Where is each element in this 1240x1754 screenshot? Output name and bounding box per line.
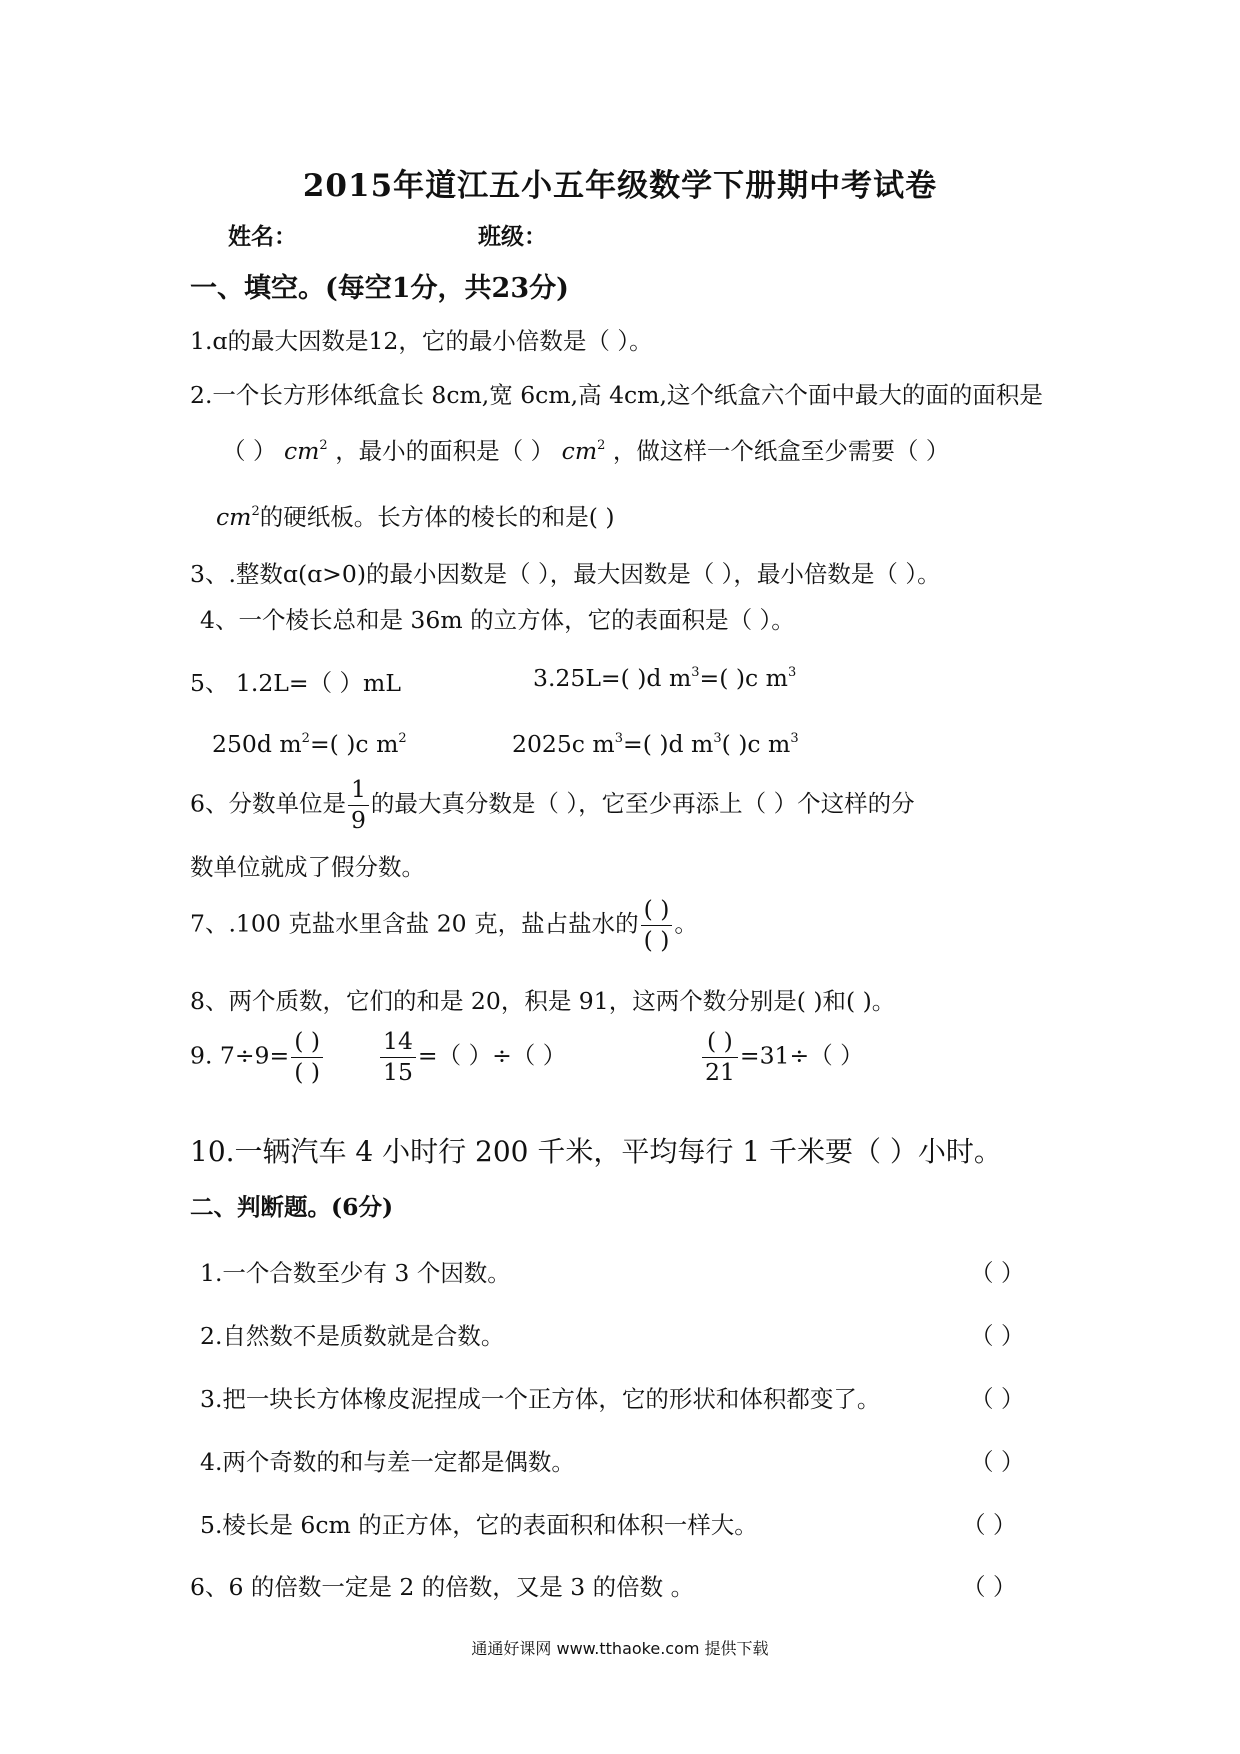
judge-item-5: 5.棱长是 6cm 的正方体，它的表面积和体积一样大。 bbox=[200, 1511, 758, 1539]
judge-item-1: 1.一个合数至少有 3 个因数。 bbox=[200, 1259, 511, 1287]
q9-text-b: =（ ）÷（ ） bbox=[417, 1041, 567, 1070]
q6-text-a: 6、分数单位是 bbox=[190, 789, 346, 818]
class-label: 班级： bbox=[478, 223, 547, 250]
q5-part-d: 250d m bbox=[212, 730, 302, 758]
q5-part-a: 5、 1.2L=（ ）mL bbox=[190, 669, 401, 697]
fraction-blank-21: $\frac{( )}{21}$ bbox=[702, 1030, 738, 1084]
fraction-blank: $\frac{( )}{( )}$ bbox=[291, 1030, 323, 1084]
footer-credit: 通通好课网 www.tthaoke.com 提供下载 bbox=[471, 1639, 769, 1658]
q5-part-f: 2025c m bbox=[512, 730, 615, 758]
question-9-part3 bbox=[700, 1027, 864, 1086]
judge-answer-1: （ ） bbox=[970, 1259, 1025, 1287]
q9-text-c: =31÷（ ） bbox=[739, 1041, 864, 1070]
judge-item-3: 3.把一块长方体橡皮泥捏成一个正方体，它的形状和体积都变了。 bbox=[200, 1385, 881, 1413]
judge-answer-6: （ ） bbox=[962, 1573, 1017, 1601]
question-8: 8、两个质数，它们的和是 20，积是 91，这两个数分别是( )和( )。 bbox=[190, 987, 896, 1015]
section2-heading: 二、判断题。(6分) bbox=[190, 1193, 394, 1221]
question-10: 10.一辆汽车 4 小时行 200 千米，平均每行 1 千米要（ ）小时。 bbox=[190, 1135, 1002, 1168]
question-2-line3: $cm^2$的硬纸板。长方体的棱长的和是( ) bbox=[216, 503, 615, 531]
q5-part-c: =( )c m bbox=[699, 664, 788, 692]
question-1: 1.ɑ的最大因数是12，它的最小倍数是（ ）。 bbox=[190, 327, 653, 355]
q5-part-e: =( )c m bbox=[309, 730, 399, 758]
question-2-line1: 2.一个长方形体纸盒长 8cm,宽 6cm,高 4cm,这个纸盒六个面中最大的面的面积是 bbox=[190, 381, 1043, 409]
judge-answer-3: （ ） bbox=[970, 1385, 1025, 1413]
q5-part-g: =( )d m bbox=[623, 730, 714, 758]
question-5-line2b: 2025c $m^3=$( )d $m^3$( )c $m^3$ bbox=[512, 730, 799, 758]
question-6-line1 bbox=[190, 775, 915, 834]
q2-blank-1: （ ） bbox=[222, 437, 277, 465]
question-2-line2: （ ） $cm^2$ ，最小的面积是（ ） $cm^2$ ，做这样一个纸盒至少需要（ ） bbox=[222, 437, 950, 465]
q7-text-b: 。 bbox=[674, 909, 698, 938]
judge-answer-2: （ ） bbox=[970, 1322, 1025, 1350]
question-9-part2 bbox=[378, 1027, 567, 1086]
q5-part-h: ( )c m bbox=[721, 730, 791, 758]
q9-text-a: 9. 7÷9= bbox=[190, 1041, 290, 1070]
question-5-line1b: 3.25L=( )d $m^3=$( )c $m^3$ bbox=[533, 664, 797, 692]
q7-text-a: 7、.100 克盐水里含盐 20 克，盐占盐水的 bbox=[190, 909, 639, 938]
unit-cm2: cm bbox=[283, 437, 320, 465]
judge-answer-5: （ ） bbox=[962, 1511, 1017, 1539]
q6-text-b: 的最大真分数是（ ），它至少再添上（ ）个这样的分 bbox=[370, 789, 915, 818]
question-6-line2: 数单位就成了假分数。 bbox=[190, 853, 425, 881]
exam-title: 2015年道江五小五年级数学下册期中考试卷 bbox=[302, 168, 938, 204]
fraction-blank: $\frac{( )}{( )}$ bbox=[641, 898, 673, 952]
fraction-14-15: $\frac{14}{15}$ bbox=[380, 1030, 416, 1084]
question-5-line1 bbox=[190, 664, 401, 698]
question-9 bbox=[190, 1027, 325, 1086]
judge-item-2: 2.自然数不是质数就是合数。 bbox=[200, 1322, 505, 1350]
unit-cm2: cm bbox=[561, 437, 598, 465]
section1-heading: 一、填空。(每空1分，共23分) bbox=[190, 273, 569, 304]
unit-cm2: cm bbox=[216, 503, 252, 531]
judge-answer-4: （ ） bbox=[970, 1448, 1025, 1476]
judge-item-4: 4.两个奇数的和与差一定都是偶数。 bbox=[200, 1448, 575, 1476]
question-3: 3、.整数ɑ(ɑ>0)的最小因数是（ ），最大因数是（ ），最小倍数是（ ）。 bbox=[190, 560, 941, 588]
question-7 bbox=[190, 895, 698, 954]
question-5-line2a: 250d $m^2=$( )c $m^2$ bbox=[212, 730, 407, 758]
q2-text-3: ，做这样一个纸盒至少需要（ ） bbox=[612, 437, 950, 465]
fraction-one-ninth: $\frac{1}{9}$ bbox=[348, 778, 369, 832]
judge-item-6: 6、6 的倍数一定是 2 的倍数，又是 3 的倍数 。 bbox=[190, 1573, 695, 1601]
q2-text-2: ，最小的面积是（ ） bbox=[335, 437, 555, 465]
q2-text-4: 的硬纸板。长方体的棱长的和是( ) bbox=[259, 503, 615, 531]
q5-part-b: 3.25L=( )d m bbox=[533, 664, 692, 692]
question-4: 4、一个棱长总和是 36m 的立方体，它的表面积是（ ）。 bbox=[200, 606, 795, 634]
name-label: 姓名： bbox=[228, 223, 297, 250]
